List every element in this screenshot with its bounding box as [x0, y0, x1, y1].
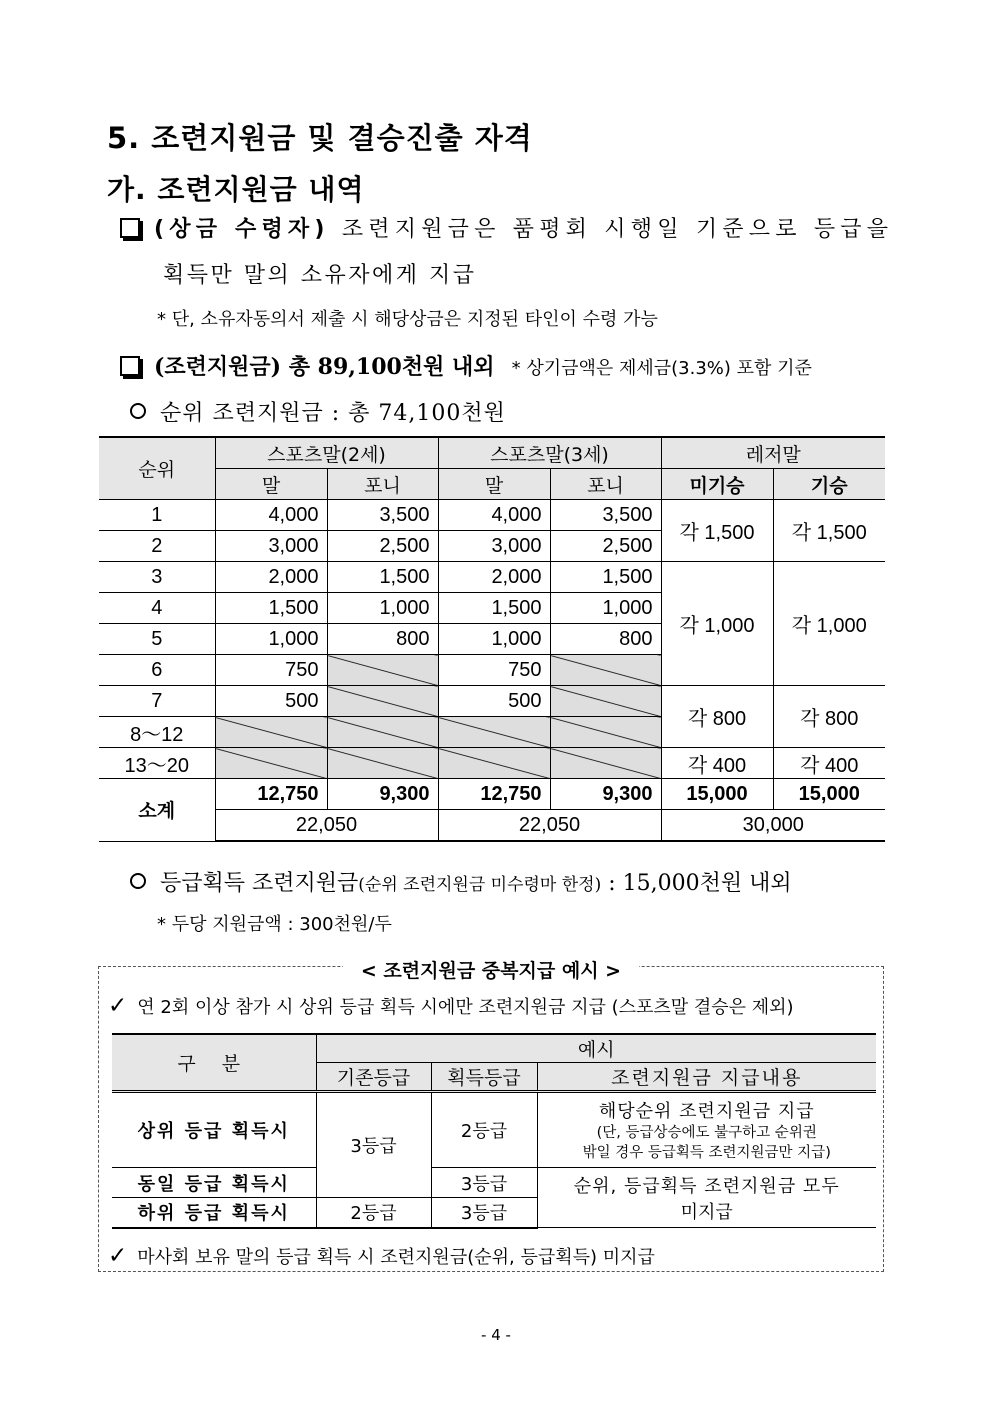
- leisure-untrained-cell: 각 1,500: [661, 500, 773, 562]
- value-cell: 800: [550, 624, 661, 655]
- header-trained: 기승: [773, 469, 885, 500]
- payment-content-main: 해당순위 조련지원금 지급: [598, 1101, 815, 1122]
- table-row: [99, 500, 885, 531]
- header-acquired-grade: 획득등급: [431, 1063, 537, 1092]
- payment-content-main: 미지급: [680, 1201, 733, 1223]
- prize-recipient-paragraph: [120, 212, 893, 243]
- checkbox-bullet-icon: [120, 356, 140, 376]
- check-mark-icon: ✓: [108, 993, 128, 1019]
- acquired-grade-cell: 3등급: [431, 1168, 537, 1198]
- value-cell: 3,500: [550, 500, 661, 531]
- duplicate-payment-table: [112, 1033, 876, 1229]
- empty-diagonal-cell: [215, 748, 327, 779]
- training-fund-paragraph: [120, 350, 812, 381]
- rank-cell: 7: [99, 686, 215, 717]
- payment-content-sub: (단, 등급상승에도 불구하고 순위권: [596, 1125, 817, 1141]
- rank-cell: 6: [99, 655, 215, 686]
- header-horse: 말: [215, 469, 327, 500]
- subtotal-label: 소계: [99, 779, 215, 842]
- header-pony: 포니: [550, 469, 661, 500]
- value-cell: 500: [438, 686, 550, 717]
- empty-diagonal-cell: [438, 717, 550, 748]
- leisure-trained-cell: 각 1,500: [773, 500, 885, 562]
- value-cell: 1,500: [550, 562, 661, 593]
- leisure-untrained-cell: 각 800: [661, 686, 773, 748]
- check-mark-icon: ✓: [108, 1243, 128, 1269]
- leisure-trained-cell: 각 800: [773, 686, 885, 748]
- acquired-grade-cell: 3등급: [431, 1198, 537, 1228]
- table-row: [99, 686, 885, 717]
- leisure-untrained-cell: 각 400: [661, 748, 773, 779]
- row-label-lower: 하위 등급 획득시: [112, 1198, 316, 1228]
- existing-grade-cell: 2등급: [316, 1198, 431, 1228]
- section-heading: 5. 조련지원금 및 결승진출 자격: [107, 121, 533, 155]
- checkbox-bullet-icon: [120, 218, 140, 238]
- value-cell: 3,500: [327, 500, 438, 531]
- empty-diagonal-cell: [550, 748, 661, 779]
- value-cell: 1,000: [327, 593, 438, 624]
- value-cell: 3,000: [438, 531, 550, 562]
- total-row: [99, 810, 885, 842]
- rank-cell: 4: [99, 593, 215, 624]
- header-horse: 말: [438, 469, 550, 500]
- leisure-untrained-cell: 각 1,000: [661, 562, 773, 686]
- rank-cell: 2: [99, 531, 215, 562]
- training-fund-title: (조련지원금) 총 89,100천원 내외: [154, 354, 495, 380]
- value-cell: 2,500: [327, 531, 438, 562]
- circle-bullet-icon: [130, 403, 146, 419]
- empty-diagonal-cell: [327, 686, 438, 717]
- acquired-grade-cell: 2등급: [431, 1092, 537, 1168]
- value-cell: 3,000: [215, 531, 327, 562]
- value-cell: 1,500: [438, 593, 550, 624]
- value-cell: 1,500: [215, 593, 327, 624]
- value-cell: 2,500: [550, 531, 661, 562]
- subsection-heading: 가. 조련지원금 내역: [107, 173, 365, 206]
- value-cell: 500: [215, 686, 327, 717]
- row-label-same: 동일 등급 획득시: [112, 1168, 316, 1198]
- example-check-1: [108, 993, 794, 1019]
- value-cell: 4,000: [215, 500, 327, 531]
- table-row: [99, 562, 885, 593]
- empty-diagonal-cell: [327, 655, 438, 686]
- value-cell: 1,000: [438, 624, 550, 655]
- rank-cell: 8～12: [99, 717, 215, 748]
- grade-fund-paren: (순위 조련지원금 미수령마 한정): [358, 875, 602, 895]
- example-check-1-text: 연 2회 이상 참가 시 상위 등급 획득 시에만 조련지원금 지급 (스포츠말 결승은 제외): [137, 997, 794, 1018]
- leisure-trained-cell: 각 1,000: [773, 562, 885, 686]
- header-leisure: 레저말: [661, 437, 885, 469]
- subtotal-cell: 12,750: [215, 779, 327, 810]
- subtotal-cell: 12,750: [438, 779, 550, 810]
- payment-content-cell: [537, 1168, 876, 1228]
- subtotal-cell: 9,300: [327, 779, 438, 810]
- header-rank: 순위: [99, 437, 215, 500]
- value-cell: 1,000: [550, 593, 661, 624]
- rank-cell: 1: [99, 500, 215, 531]
- grade-fund-note: * 두당 지원금액 : 300천원/두: [157, 914, 392, 935]
- header-payment-content: 조련지원금 지급내용: [537, 1063, 876, 1092]
- payment-content-sub: 밖일 경우 등급획득 조련지원금만 지급): [582, 1145, 831, 1161]
- example-box-title-text: < 조련지원금 중복지급 예시 >: [343, 960, 639, 982]
- rank-cell: 3: [99, 562, 215, 593]
- value-cell: 4,000: [438, 500, 550, 531]
- rank-fund-line: [130, 396, 506, 427]
- empty-diagonal-cell: [327, 717, 438, 748]
- table-row: [99, 748, 885, 779]
- value-cell: 750: [215, 655, 327, 686]
- example-box-title: [98, 956, 884, 983]
- grade-fund-prefix: 등급획득 조련지원금: [160, 871, 359, 896]
- subtotal-cell: 15,000: [773, 779, 885, 810]
- prize-recipient-title: (상금 수령자): [154, 217, 330, 242]
- rank-fund-table: [99, 436, 885, 842]
- value-cell: 2,000: [438, 562, 550, 593]
- leisure-trained-cell: 각 400: [773, 748, 885, 779]
- example-check-2-text: 마사회 보유 말의 등급 획득 시 조련지원금(순위, 등급획득) 미지급: [137, 1247, 655, 1268]
- empty-diagonal-cell: [438, 748, 550, 779]
- total-cell: 22,050: [215, 810, 438, 842]
- empty-diagonal-cell: [327, 748, 438, 779]
- subtotal-row: [99, 779, 885, 810]
- rank-cell: 5: [99, 624, 215, 655]
- grade-fund-suffix: : 15,000천원 내외: [601, 871, 792, 896]
- grade-fund-line: [130, 866, 792, 897]
- prize-recipient-note: * 단, 소유자동의서 제출 시 해당상금은 지정된 타인이 수령 가능: [157, 309, 658, 330]
- page-number: - 4 -: [481, 1326, 511, 1344]
- subtotal-cell: 9,300: [550, 779, 661, 810]
- subtotal-cell: 15,000: [661, 779, 773, 810]
- row-label-higher: 상위 등급 획득시: [112, 1092, 316, 1168]
- value-cell: 750: [438, 655, 550, 686]
- header-pony: 포니: [327, 469, 438, 500]
- circle-bullet-icon: [130, 873, 146, 889]
- prize-recipient-text: 조련지원금은 품평회 시행일 기준으로 등급을: [341, 217, 894, 242]
- rank-fund-text: 순위 조련지원금 : 총 74,100천원: [160, 401, 506, 426]
- total-cell: 30,000: [661, 810, 885, 842]
- empty-diagonal-cell: [550, 717, 661, 748]
- value-cell: 2,000: [215, 562, 327, 593]
- payment-content-cell: [537, 1092, 876, 1168]
- header-sport-3yo: 스포츠말(3세): [438, 437, 661, 469]
- header-example: 예시: [316, 1034, 876, 1063]
- rank-cell: 13～20: [99, 748, 215, 779]
- header-existing-grade: 기존등급: [316, 1063, 431, 1092]
- example-check-2: [108, 1243, 655, 1269]
- empty-diagonal-cell: [550, 655, 661, 686]
- value-cell: 800: [327, 624, 438, 655]
- value-cell: 1,500: [327, 562, 438, 593]
- empty-diagonal-cell: [550, 686, 661, 717]
- value-cell: 1,000: [215, 624, 327, 655]
- existing-grade-cell: 3등급: [316, 1092, 431, 1198]
- payment-content-main: 순위, 등급획득 조련지원금 모두: [573, 1175, 840, 1197]
- header-category: 구 분: [112, 1034, 316, 1092]
- header-untrained: 미기승: [661, 469, 773, 500]
- empty-diagonal-cell: [215, 717, 327, 748]
- total-cell: 22,050: [438, 810, 661, 842]
- prize-recipient-text-2: 획득만 말의 소유자에게 지급: [163, 263, 477, 288]
- header-sport-2yo: 스포츠말(2세): [215, 437, 438, 469]
- training-fund-note: * 상기금액은 제세금(3.3%) 포함 기준: [511, 358, 812, 379]
